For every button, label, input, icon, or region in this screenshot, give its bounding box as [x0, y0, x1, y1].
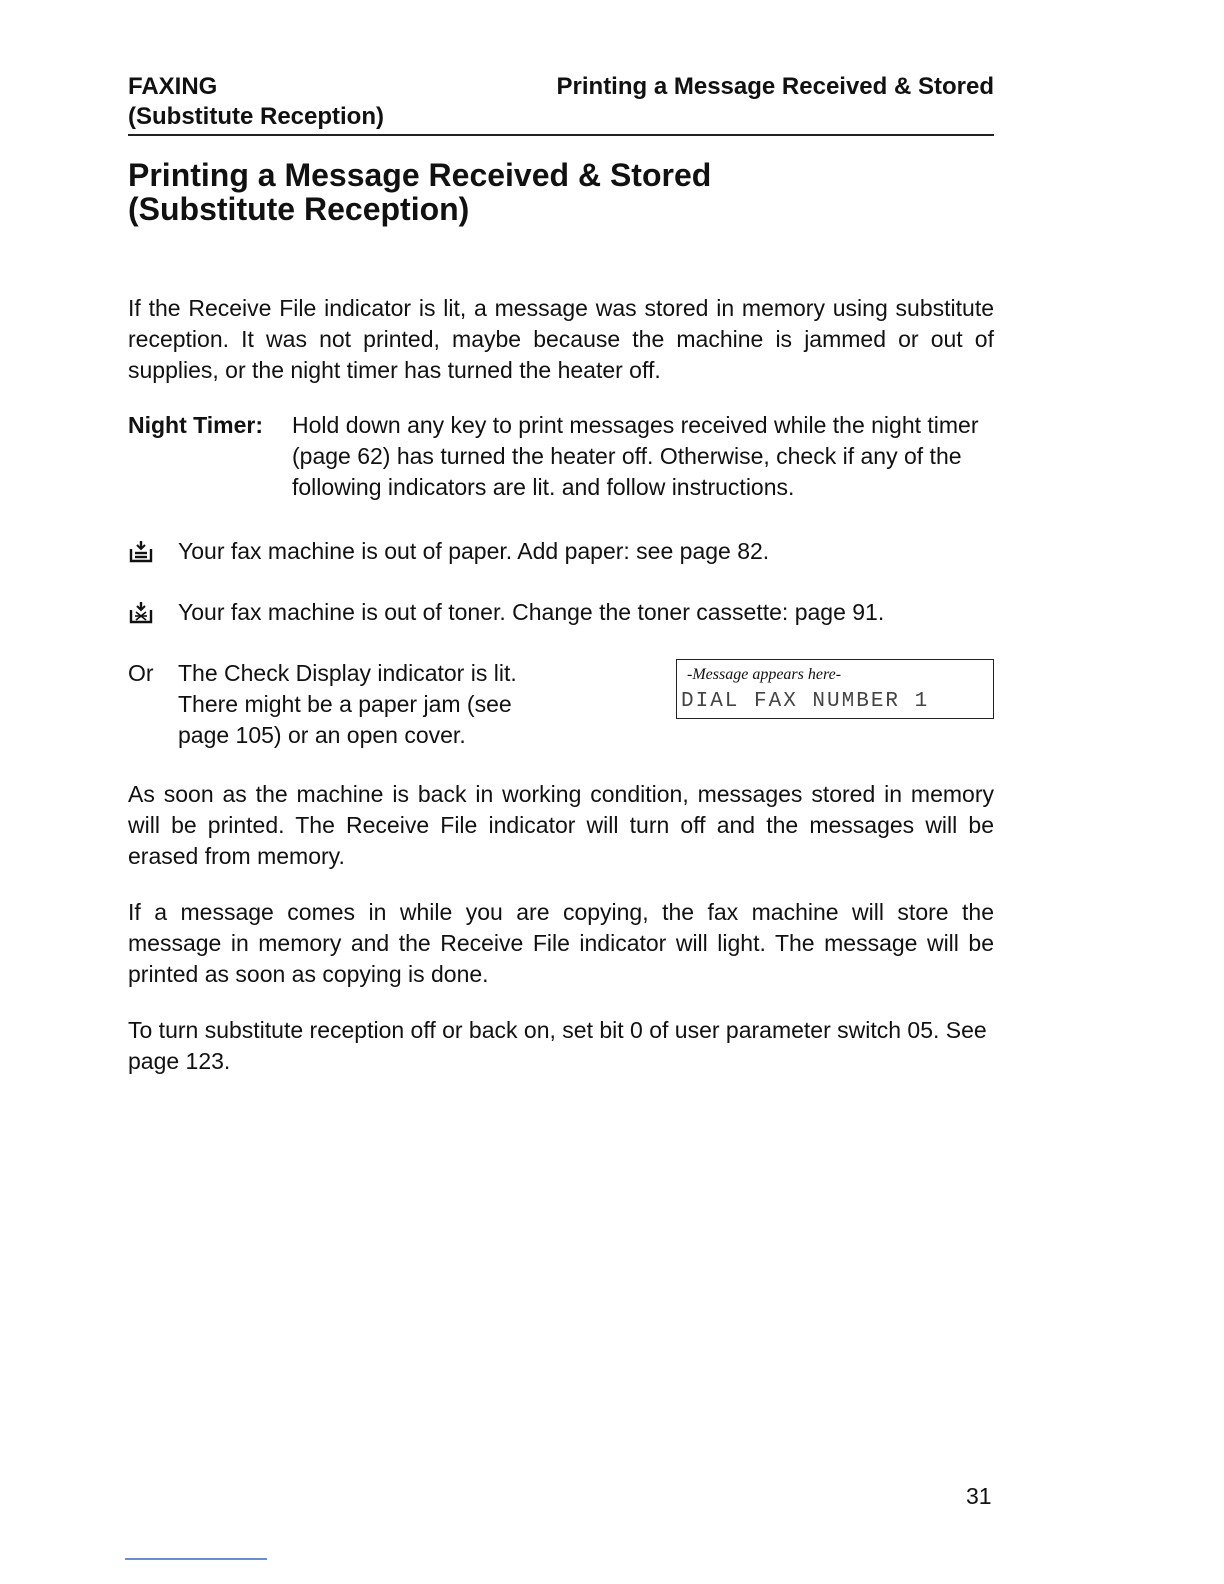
night-timer-label: Night Timer:: [128, 412, 264, 438]
paper-out-icon: [128, 540, 154, 569]
header-subsection: (Substitute Reception): [128, 103, 384, 130]
display-message: DIAL FAX NUMBER 1: [681, 690, 930, 713]
page-number: 31: [966, 1483, 992, 1509]
header-topic: Printing a Message Received & Stored: [556, 73, 994, 100]
night-timer-text: Hold down any key to print messages received while the night timer (page 62) has turned the heater off. Otherwise, check if any of the following indicators are lit. and follow instructions.: [292, 412, 979, 500]
lcd-display-box: [676, 659, 994, 719]
page-title: [128, 158, 711, 226]
page-title-line1: Printing a Message Received & Stored: [128, 157, 712, 193]
or-label: Or: [128, 660, 154, 686]
intro-paragraph: If the Receive File indicator is lit, a message was stored in memory using substitute reception. It was not printed, maybe because the machine is jammed or out of supplies, or the night timer has turned the heater off.: [128, 295, 994, 383]
indicator-text-toner: Your fax machine is out of toner. Change the toner cassette: page 91.: [178, 599, 885, 625]
paragraph-back-in-condition: As soon as the machine is back in working condition, messages stored in memory will be printed. The Receive File indicator will turn off and the messages will be erased from memory.: [128, 781, 994, 869]
header-rule: [128, 134, 994, 136]
header-section: FAXING: [128, 73, 218, 100]
page-title-line2: (Substitute Reception): [128, 191, 470, 227]
display-caption: -Message appears here-: [687, 666, 842, 683]
indicator-text-paper: Your fax machine is out of paper. Add paper: see page 82.: [178, 538, 770, 564]
paragraph-turn-off: To turn substitute reception off or back on, set bit 0 of user parameter switch 05. See page 123.: [128, 1017, 987, 1074]
footer-rule: [125, 1558, 267, 1560]
toner-out-icon: [128, 601, 154, 630]
paragraph-while-copying: If a message comes in while you are copying, the fax machine will store the message in memory and the Receive File indicator will light. The message will be printed as soon as copying is done.: [128, 899, 994, 987]
check-display-text: The Check Display indicator is lit. There might be a paper jam (see page 105) or an open cover.: [178, 660, 517, 748]
